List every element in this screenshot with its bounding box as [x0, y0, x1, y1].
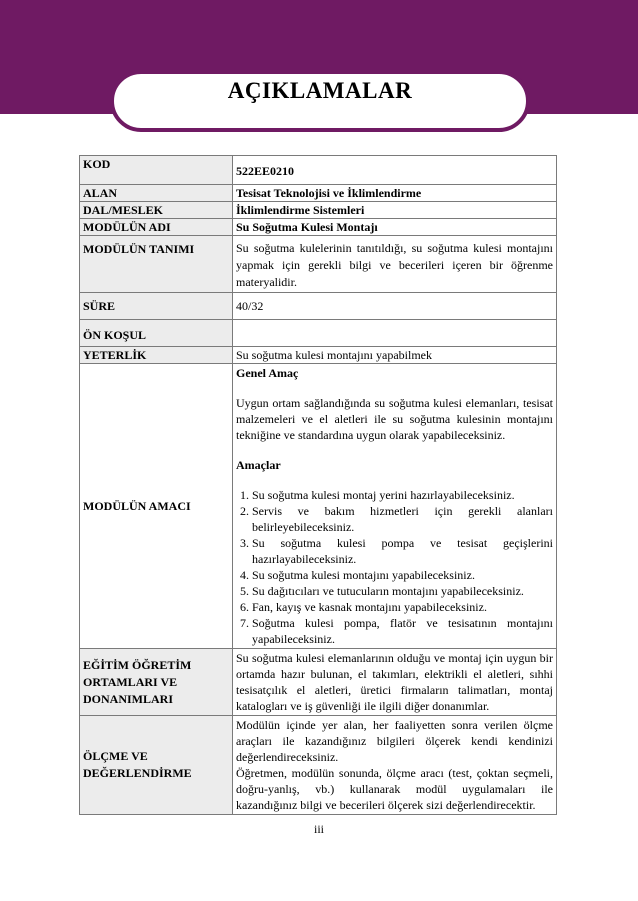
label-modul-adi: MODÜLÜN ADI	[80, 219, 233, 236]
aim-item: 1. Su soğutma kulesi montaj yerini hazırlayabileceksiniz.	[252, 487, 553, 503]
row-modul-adi	[80, 219, 557, 236]
aim-item: 7. Soğutma kulesi pompa, flatör ve tesisatının montajını yapabileceksiniz.	[252, 615, 553, 647]
row-olcme	[80, 716, 557, 815]
aim-item: 6. Fan, kayış ve kasnak montajını yapabileceksiniz.	[252, 599, 553, 615]
aim-item: 5. Su dağıtıcıları ve tutucuların montajını yapabileceksiniz.	[252, 583, 553, 599]
value-modul-adi: Su Soğutma Kulesi Montajı	[233, 219, 557, 236]
row-modul-amaci	[80, 364, 557, 649]
olcme-paragraph-1: Modülün içinde yer alan, her faaliyetten sonra verilen ölçme araçları ile kazandığınız bilgileri ölçerek kendi kendinizi değerlendireceksiniz.	[236, 718, 553, 764]
row-modul-tanimi	[80, 236, 557, 293]
label-modul-tanimi: MODÜLÜN TANIMI	[80, 236, 233, 293]
value-modul-amaci	[233, 364, 557, 649]
value-olcme	[233, 716, 557, 815]
genel-amac-text: Uygun ortam sağlandığında su soğutma kulesi elemanları, tesisat malzemeleri ve el aletleri ile su soğutma kulesinin montajını tekniğine ve standardına uygun olarak yapabileceksiniz.	[236, 396, 553, 442]
label-yeterlik: YETERLİK	[80, 347, 233, 364]
label-on-kosul: ÖN KOŞUL	[80, 320, 233, 347]
aim-item: 2. Servis ve bakım hizmetleri için gerekli alanları belirleyebileceksiniz.	[252, 503, 553, 535]
value-ortamlar: Su soğutma kulesi elemanlarının olduğu ve montaj için uygun bir ortamda hazır bulunan, el takımları, elektrikli el aletleri, sıhhi tesisatçılık el aletleri, üretici firmaların talimatları, montaj katalogları ve iş güvenliği ile ilgili diğer donanımlar.	[233, 649, 557, 716]
amaclar-heading: Amaçlar	[236, 458, 281, 472]
label-alan: ALAN	[80, 185, 233, 202]
value-alan: Tesisat Teknolojisi ve İklimlendirme	[233, 185, 557, 202]
row-yeterlik	[80, 347, 557, 364]
row-dal	[80, 202, 557, 219]
row-alan	[80, 185, 557, 202]
label-dal: DAL/MESLEK	[80, 202, 233, 219]
row-on-kosul	[80, 320, 557, 347]
module-info-table	[79, 155, 557, 815]
row-ortamlar	[80, 649, 557, 716]
aim-item: 3. Su soğutma kulesi pompa ve tesisat geçişlerini hazırlayabileceksiniz.	[252, 535, 553, 567]
page-number: iii	[313, 822, 324, 836]
label-modul-amaci: MODÜLÜN AMACI	[80, 364, 233, 649]
value-on-kosul	[233, 320, 557, 347]
page-title: AÇIKLAMALAR	[227, 78, 413, 103]
label-ortamlar: EĞİTİM ÖĞRETİM ORTAMLARI VE DONANIMLARI	[80, 649, 233, 716]
value-modul-tanimi: Su soğutma kulelerinin tanıtıldığı, su soğutma kulesi montajını yapmak için gerekli bilgi ve becerileri içeren bir öğrenme materyalidir.	[233, 236, 557, 293]
value-yeterlik: Su soğutma kulesi montajını yapabilmek	[233, 347, 557, 364]
label-kod: KOD	[80, 156, 233, 185]
label-sure: SÜRE	[80, 293, 233, 320]
value-dal: İklimlendirme Sistemleri	[233, 202, 557, 219]
aim-item: 4. Su soğutma kulesi montajını yapabileceksiniz.	[252, 567, 553, 583]
kod-text: 522EE0210	[236, 164, 295, 178]
row-kod	[80, 156, 557, 185]
row-sure	[80, 293, 557, 320]
label-olcme: ÖLÇME VE DEĞERLENDİRME	[80, 716, 233, 815]
aims-list	[236, 487, 553, 647]
genel-amac-heading: Genel Amaç	[236, 366, 299, 380]
olcme-paragraph-2: Öğretmen, modülün sonunda, ölçme aracı (test, çoktan seçmeli, doğru-yanlış, vb.) kullanarak modül uygulamaları ile kazandığınız bilgi ve becerileri ölçerek sizi değerlendirecektir.	[236, 766, 553, 812]
value-kod	[233, 156, 557, 185]
value-sure: 40/32	[233, 293, 557, 320]
